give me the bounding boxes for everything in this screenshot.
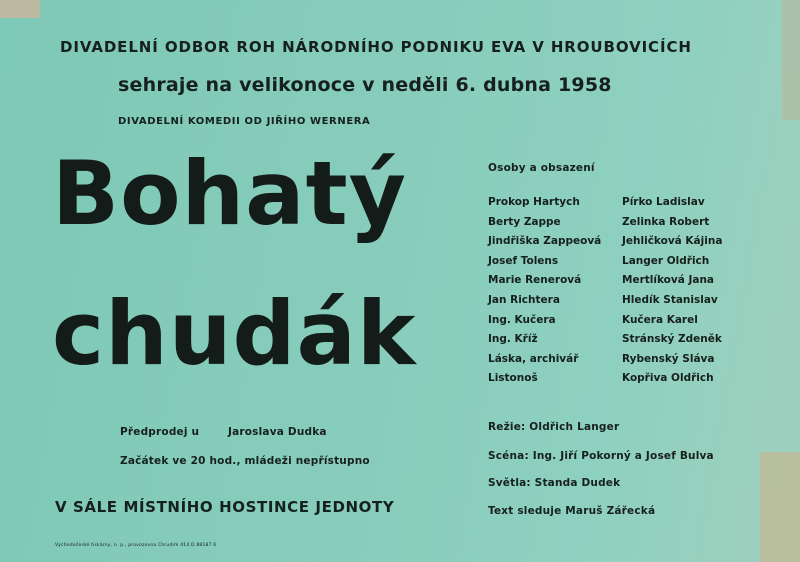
cast-row — [488, 274, 748, 294]
cast-role: Marie Renerová — [488, 274, 582, 287]
cast-actor: Hledík Stanislav — [622, 293, 718, 306]
cast-actor: Stránský Zdeněk — [622, 333, 722, 346]
cast-row — [488, 333, 748, 353]
cast-row — [488, 216, 748, 236]
cast-row — [488, 294, 748, 314]
paper-edge-bottom-right — [760, 452, 800, 562]
venue-line: V SÁLE MÍSTNÍHO HOSTINCE JEDNOTY — [55, 498, 395, 516]
play-title-line-1: Bohatý — [52, 142, 407, 245]
credit-scene: Scéna: Ing. Jiří Pokorný a Josef Bulva — [488, 450, 714, 462]
organizer-line: DIVADELNÍ ODBOR ROH NÁRODNÍHO PODNIKU EVA V HROUBOVICÍCH — [60, 38, 692, 56]
cast-role: Berty Zappe — [488, 215, 561, 228]
cast-actor: Rybenský Sláva — [622, 352, 715, 365]
play-title-line-2: chudák — [52, 282, 417, 385]
cast-row — [488, 235, 748, 255]
cast-row — [488, 255, 748, 275]
cast-row — [488, 353, 748, 373]
cast-actor: Langer Oldřich — [622, 254, 710, 267]
cast-actor: Kopřiva Oldřich — [622, 372, 714, 385]
paper-edge-top-right — [782, 0, 800, 120]
cast-role: Ing. Kříž — [488, 333, 538, 346]
credit-direction: Režie: Oldřich Langer — [488, 421, 620, 433]
presale-label: Předprodej u — [120, 426, 200, 438]
cast-actor: Mertlíková Jana — [622, 274, 715, 287]
cast-role: Jindřiška Zappeová — [488, 235, 602, 248]
cast-role: Listonoš — [488, 372, 538, 385]
cast-actor: Kučera Karel — [622, 313, 698, 326]
genre-line: DIVADELNÍ KOMEDII OD JIŘÍHO WERNERA — [118, 116, 371, 127]
cast-row — [488, 196, 748, 216]
cast-actor: Jehličková Kájina — [622, 235, 723, 248]
cast-actor: Pírko Ladislav — [622, 196, 705, 208]
paper-edge-top-left — [0, 0, 40, 18]
cast-role: Jan Richtera — [488, 293, 560, 306]
date-line: sehraje na velikonoce v neděli 6. dubna 1958 — [118, 74, 612, 96]
start-time: Začátek ve 20 hod., mládeži nepřístupno — [120, 455, 370, 467]
cast-list — [488, 196, 748, 392]
cast-row — [488, 372, 748, 392]
credit-prompter: Text sleduje Maruš Zářecká — [488, 505, 656, 517]
cast-actor: Zelinka Robert — [622, 215, 710, 228]
presale-name: Jaroslava Dudka — [228, 426, 327, 438]
cast-role: Láska, archivář — [488, 352, 579, 365]
cast-heading: Osoby a obsazení — [488, 162, 595, 174]
cast-role: Ing. Kučera — [488, 313, 556, 326]
credit-lights: Světla: Standa Dudek — [488, 477, 621, 489]
cast-role: Prokop Hartych — [488, 196, 580, 208]
cast-row — [488, 314, 748, 334]
printer-imprint: Východočeské tiskárny, n. p., provozovna Chrudim 414 D 88187 6 — [55, 543, 217, 548]
cast-role: Josef Tolens — [488, 254, 559, 267]
